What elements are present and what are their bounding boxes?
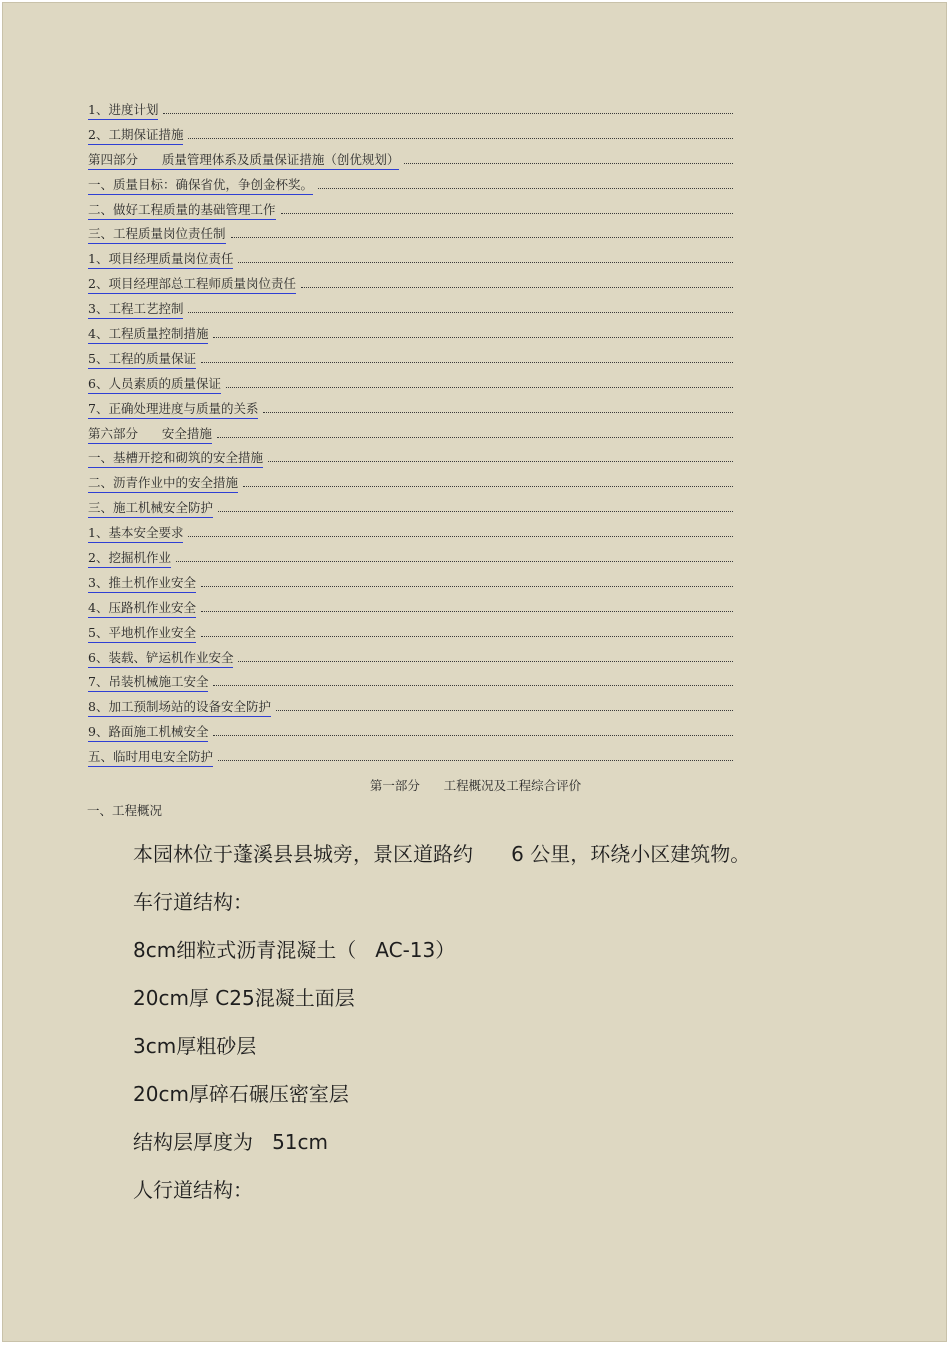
toc-entry[interactable] [88,202,733,227]
toc-link[interactable]: 5、平地机作业安全 [88,625,196,643]
toc-link[interactable]: 3、推土机作业安全 [88,575,196,593]
toc-entry[interactable] [88,376,733,401]
body-paragraph: 20cm厚 C25混凝土面层 [133,986,355,1010]
toc-link[interactable]: 三、工程质量岗位责任制 [88,226,226,244]
toc-link[interactable]: 三、施工机械安全防护 [88,500,213,518]
toc-entry[interactable] [88,276,733,301]
toc-entry[interactable] [88,102,733,127]
toc-entry[interactable] [88,550,733,575]
toc-link[interactable]: 五、临时用电安全防护 [88,749,213,767]
toc-leader-dots [201,586,733,587]
toc-entry[interactable] [88,625,733,650]
toc-entry[interactable] [88,401,733,426]
toc-link[interactable]: 1、进度计划 [88,102,158,120]
toc-link[interactable]: 2、工期保证措施 [88,127,183,145]
toc-leader-dots [301,287,733,288]
body-paragraph: 人行道结构： [133,1178,253,1202]
body-paragraph: 3cm厚粗砂层 [133,1034,257,1058]
toc-leader-dots [263,412,733,413]
toc-leader-dots [163,113,733,114]
toc-entry[interactable] [88,251,733,276]
toc-leader-dots [213,337,733,338]
toc-entry[interactable] [88,600,733,625]
toc-leader-dots [226,387,733,388]
toc-entry[interactable] [88,525,733,550]
toc-entry[interactable] [88,127,733,152]
toc-leader-dots [201,362,733,363]
toc-leader-dots [217,437,733,438]
toc-entry[interactable] [88,226,733,251]
toc-leader-dots [231,237,733,238]
toc-entry[interactable] [88,301,733,326]
body-paragraph: 车行道结构： [133,890,253,914]
document-page [2,2,947,1342]
toc-leader-dots [238,661,733,662]
section-title: 第一部分 工程概况及工程综合评价 [369,778,582,793]
toc-entry[interactable] [88,500,733,525]
toc-link[interactable]: 1、项目经理质量岗位责任 [88,251,233,269]
toc-link[interactable]: 2、项目经理部总工程师质量岗位责任 [88,276,296,294]
toc-link[interactable]: 一、质量目标：确保省优，争创金杯奖。 [88,177,313,195]
toc-link[interactable]: 4、压路机作业安全 [88,600,196,618]
section-subheading: 一、工程概况 [87,803,163,818]
toc-leader-dots [276,710,733,711]
toc-entry[interactable] [88,426,733,451]
toc-link[interactable]: 3、工程工艺控制 [88,301,183,319]
body-paragraph: 结构层厚度为 51cm [133,1130,328,1154]
toc-entry[interactable] [88,152,733,177]
toc-link[interactable]: 二、做好工程质量的基础管理工作 [88,202,276,220]
toc-leader-dots [318,188,733,189]
toc-leader-dots [188,138,733,139]
toc-link[interactable]: 6、装载、铲运机作业安全 [88,650,233,668]
toc-entry[interactable] [88,326,733,351]
toc-leader-dots [218,760,733,761]
toc-leader-dots [404,163,733,164]
toc-link[interactable]: 6、人员素质的质量保证 [88,376,221,394]
toc-leader-dots [201,636,733,637]
toc-leader-dots [243,486,733,487]
toc-entry[interactable] [88,450,733,475]
toc-entry[interactable] [88,674,733,699]
toc-link[interactable]: 7、吊装机械施工安全 [88,674,208,692]
toc-link[interactable]: 5、工程的质量保证 [88,351,196,369]
toc-link[interactable]: 一、基槽开挖和砌筑的安全措施 [88,450,263,468]
toc-entry[interactable] [88,351,733,376]
toc-leader-dots [213,685,733,686]
toc-leader-dots [281,213,733,214]
toc-entry[interactable] [88,475,733,500]
toc-entry[interactable] [88,177,733,202]
body-text [133,839,913,1223]
toc-leader-dots [188,536,733,537]
toc-link[interactable]: 第四部分 质量管理体系及质量保证措施（创优规划） [88,152,399,170]
toc-leader-dots [188,312,733,313]
toc-leader-dots [218,511,733,512]
toc-leader-dots [176,561,733,562]
body-paragraph: 本园林位于蓬溪县县城旁，景区道路约 6 公里，环绕小区建筑物。 [133,842,751,866]
body-paragraph: 8cm细粒式沥青混凝土（ AC-13） [133,938,456,962]
toc-leader-dots [201,611,733,612]
toc-leader-dots [213,735,733,736]
table-of-contents [88,102,733,774]
toc-entry[interactable] [88,699,733,724]
toc-link[interactable]: 2、挖掘机作业 [88,550,171,568]
toc-link[interactable]: 4、工程质量控制措施 [88,326,208,344]
toc-entry[interactable] [88,749,733,774]
toc-link[interactable]: 8、加工预制场站的设备安全防护 [88,699,271,717]
toc-leader-dots [268,461,733,462]
toc-link[interactable]: 9、路面施工机械安全 [88,724,208,742]
toc-entry[interactable] [88,575,733,600]
toc-entry[interactable] [88,724,733,749]
toc-link[interactable]: 二、沥青作业中的安全措施 [88,475,238,493]
body-paragraph: 20cm厚碎石碾压密室层 [133,1082,349,1106]
toc-link[interactable]: 1、基本安全要求 [88,525,183,543]
toc-link[interactable]: 第六部分 安全措施 [88,426,212,444]
toc-leader-dots [238,262,733,263]
toc-entry[interactable] [88,650,733,675]
toc-link[interactable]: 7、正确处理进度与质量的关系 [88,401,258,419]
